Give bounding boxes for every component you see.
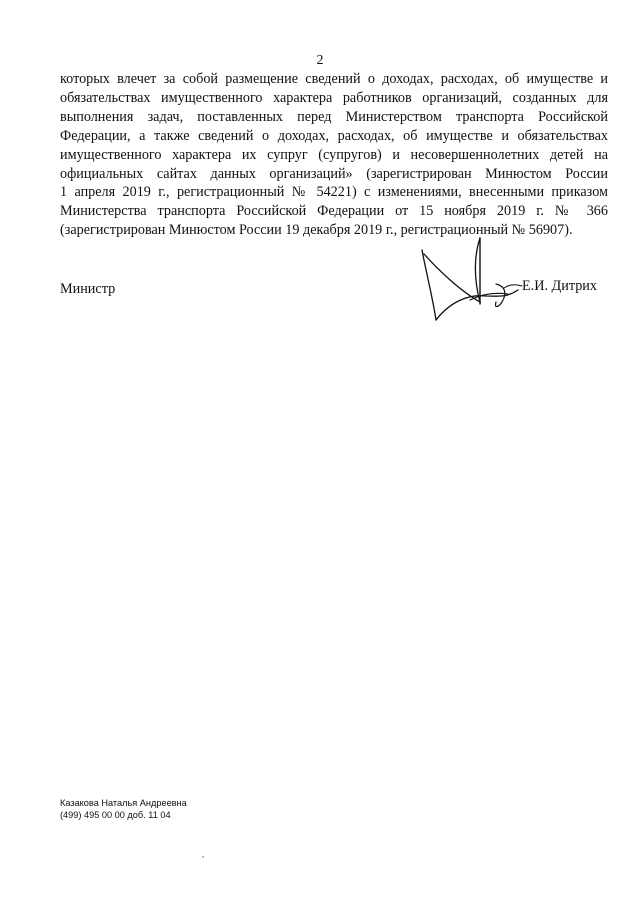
- body-line: выполнения задач, поставленных перед Министерством транспорта Российской: [60, 108, 608, 125]
- body-line: которых влечет за собой размещение сведений о доходах, расходах, об имуществе и: [60, 71, 608, 87]
- executor-name: Казакова Наталья Андреевна: [60, 798, 187, 808]
- executor-info: [60, 797, 187, 821]
- body-paragraph: [60, 70, 608, 240]
- signatory-name: Е.И. Дитрих: [522, 278, 597, 294]
- executor-phone: (499) 495 00 00 доб. 11 04: [60, 810, 171, 820]
- body-line: (зарегистрирован Минюстом России 19 декабря 2019 г., регистрационный № 56907).: [60, 222, 573, 239]
- page-number: 2: [316, 53, 324, 68]
- signatory-title: Министр: [60, 281, 116, 297]
- body-line: имущественного характера их супруг (супругов) и несовершеннолетних детей на: [60, 146, 608, 163]
- handwritten-signature: [410, 232, 530, 324]
- body-line: Министерства транспорта Российской Федерации от 15 ноября 2019 г. № 366: [60, 203, 608, 220]
- body-line: официальных сайтах данных организаций» (зарегистрирован Минюстом России: [60, 165, 608, 182]
- body-line: 1 апреля 2019 г., регистрационный № 54221) с изменениями, внесенными приказом: [60, 184, 608, 201]
- scan-speck: [202, 856, 204, 858]
- body-line: обязательствах имущественного характера работников организаций, созданных для: [60, 89, 608, 106]
- body-line: Федерации, а также сведений о доходах, расходах, об имуществе и обязательствах: [60, 127, 608, 144]
